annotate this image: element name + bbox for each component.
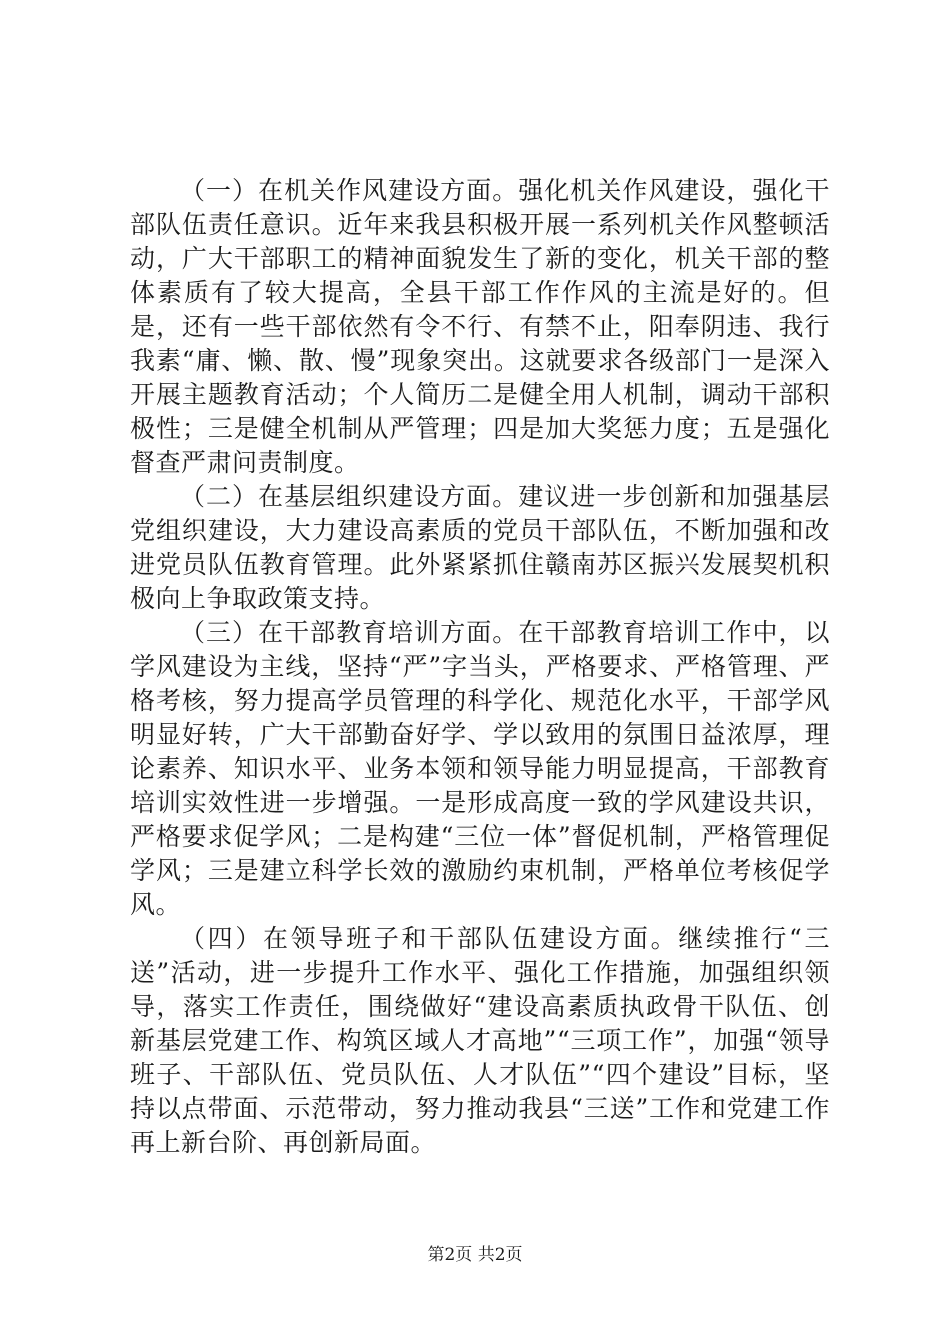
paragraph-4: （四）在领导班子和干部队伍建设方面。继续推行“三送”活动，进一步提升工作水平、强化工作措施，加强组织领导，落实工作责任，围绕做好“建设高素质执政骨干队伍、创新基层党建工作、构筑区域人才高地”“三项工作”，加强“领导班子、干部队伍、党员队伍、人才队伍”“四个建设”目标，坚持以点带面、示范带动，努力推动我县“三送”工作和党建工作再上新台阶、再创新局面。 (130, 924, 830, 1157)
paragraph-2: （二）在基层组织建设方面。建议进一步创新和加强基层党组织建设，大力建设高素质的党员干部队伍，不断加强和改进党员队伍教育管理。此外紧紧抓住赣南苏区振兴发展契机积极向上争取政策支持。 (130, 482, 830, 613)
page-footer: 第2页 共2页 (427, 1245, 523, 1265)
paragraph-3: （三）在干部教育培训方面。在干部教育培训工作中，以学风建设为主线，坚持“严”字当头，严格要求、严格管理、严格考核，努力提高学员管理的科学化、规范化水平，干部学风明显好转，广大干部勤奋好学、学以致用的氛围日益浓厚，理论素养、知识水平、业务本领和领导能力明显提高，干部教育培训实效性进一步增强。一是形成高度一致的学风建设共识，严格要求促学风；二是构建“三位一体”督促机制，严格管理促学风；三是建立科学长效的激励约束机制，严格单位考核促学风。 (130, 618, 830, 919)
paragraph-1: （一）在机关作风建设方面。强化机关作风建设，强化干部队伍责任意识。近年来我县积极开展一系列机关作风整顿活动，广大干部职工的精神面貌发生了新的变化，机关干部的整体素质有了较大提高，全县干部工作作风的主流是好的。但是，还有一些干部依然有令不行、有禁不止，阳奉阴违、我行我素“庸、懒、散、慢”现象突出。这就要求各级部门一是深入开展主题教育活动；个人简历二是健全用人机制，调动干部积极性；三是健全机制从严管理；四是加大奖惩力度；五是强化督查严肃问责制度。 (130, 176, 830, 477)
document-body (130, 174, 830, 1160)
